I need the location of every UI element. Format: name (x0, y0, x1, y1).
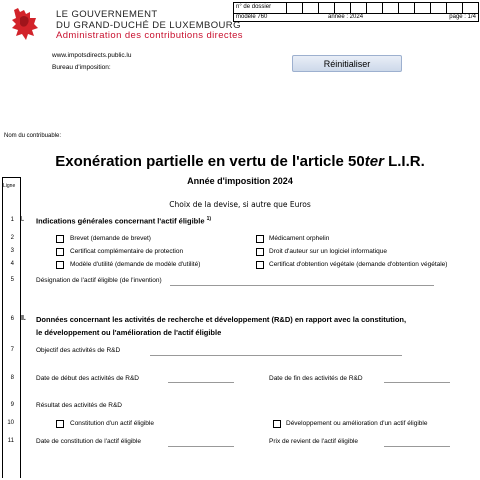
certificat-veg-checkbox[interactable] (256, 261, 264, 269)
designation-label: Désignation de l'actif éligible (de l'invention) (36, 277, 162, 284)
section1-title: Indications générales concernant l'actif éligible $^{1)}$ (36, 216, 212, 226)
date-constitution-label: Date de constitution de l'actif éligible (36, 438, 141, 445)
dossier-digit[interactable] (350, 3, 367, 13)
contribuable-label: Nom du contribuable: (4, 133, 62, 139)
annee-label: année : 2024 (328, 14, 364, 20)
bureau-label: Bureau d'imposition: (52, 64, 111, 71)
dossier-digit[interactable] (446, 3, 463, 13)
ligne-header: Ligne (3, 183, 16, 189)
modele-utilite-label: Modèle d'utilité (demande de modèle d'utilité) (70, 261, 201, 268)
constitution-checkbox[interactable] (56, 420, 64, 428)
developpement-checkbox[interactable] (273, 420, 281, 428)
designation-field[interactable] (170, 285, 434, 286)
brevet-checkbox[interactable] (56, 235, 64, 243)
developpement-label: Développement ou amélioration d'un actif éligible (286, 420, 428, 427)
dossier-digit[interactable] (382, 3, 399, 13)
dossier-digit[interactable] (286, 3, 303, 13)
date-debut-field[interactable] (168, 382, 234, 383)
dossier-digit[interactable] (414, 3, 431, 13)
line-number: 6 (10, 316, 14, 322)
dossier-digit[interactable] (302, 3, 319, 13)
constitution-label: Constitution d'un actif éligible (70, 420, 154, 427)
certificat-compl-label: Certificat complémentaire de protection (70, 248, 184, 255)
certificat-compl-checkbox[interactable] (56, 248, 64, 256)
line-number: 8 (10, 375, 14, 381)
website-link[interactable]: www.impotsdirects.public.lu (52, 52, 132, 59)
line-number: 2 (10, 235, 14, 241)
gov-admin-line: Administration des contributions directes (56, 30, 243, 41)
objectif-label: Objectif des activités de R&D (36, 347, 121, 354)
line-number: 4 (10, 261, 14, 267)
form-subtitle: Année d'imposition 2024 (187, 176, 293, 186)
line-number: 1 (10, 217, 14, 223)
dossier-box (233, 2, 479, 22)
dossier-digit[interactable] (366, 3, 383, 13)
date-debut-label: Date de début des activités de R&D (36, 375, 139, 382)
line-number: 7 (10, 347, 14, 353)
line-number: 10 (7, 420, 14, 426)
modele-label: modèle 760 (236, 14, 268, 20)
government-header (56, 10, 243, 42)
dossier-digit[interactable] (318, 3, 335, 13)
prix-revient-field[interactable] (384, 446, 450, 447)
section-number: I. (20, 216, 24, 223)
section2-title-line2: le développement ou l'amélioration de l'actif éligible (36, 328, 222, 337)
line-number: 11 (7, 438, 14, 444)
page-label: page : 1/4 (449, 14, 476, 20)
luxembourg-lion-logo (6, 6, 44, 42)
gov-line2: DU GRAND-DUCHÉ DE LUXEMBOURG (56, 19, 241, 31)
date-fin-label: Date de fin des activités de R&D (269, 375, 363, 382)
droit-auteur-checkbox[interactable] (256, 248, 264, 256)
reset-button[interactable]: Réinitialiser (292, 55, 402, 72)
prix-revient-label: Prix de revient de l'actif éligible (269, 438, 359, 445)
resultat-label: Résultat des activités de R&D (36, 402, 122, 409)
gov-line1: LE GOUVERNEMENT (56, 9, 158, 20)
droit-auteur-label: Droit d'auteur sur un logiciel informatique (269, 248, 387, 255)
form-title: Exonération partielle en vertu de l'article 50ter L.I.R. (55, 153, 425, 170)
dossier-label: n° de dossier (236, 4, 272, 10)
line-number: 9 (10, 402, 14, 408)
section2-title-line1: Données concernant les activités de recherche et développement (R&D) en rapport avec la constitution, (36, 315, 407, 324)
devise-choice[interactable]: Choix de la devise, si autre que Euros (169, 200, 311, 209)
modele-utilite-checkbox[interactable] (56, 261, 64, 269)
section-number: II. (20, 315, 26, 322)
dossier-digit[interactable] (462, 3, 480, 13)
dossier-digit[interactable] (334, 3, 351, 13)
date-fin-field[interactable] (384, 382, 450, 383)
dossier-digit[interactable] (430, 3, 447, 13)
certificat-veg-label: Certificat d'obtention végétale (demande d'obtention végétale) (269, 261, 448, 268)
medicament-label: Médicament orphelin (269, 235, 330, 242)
line-number: 5 (10, 277, 14, 283)
line-number: 3 (10, 248, 14, 254)
objectif-field[interactable] (150, 355, 402, 356)
brevet-label: Brevet (demande de brevet) (70, 235, 151, 242)
medicament-checkbox[interactable] (256, 235, 264, 243)
date-constitution-field[interactable] (168, 446, 234, 447)
dossier-digit[interactable] (398, 3, 415, 13)
